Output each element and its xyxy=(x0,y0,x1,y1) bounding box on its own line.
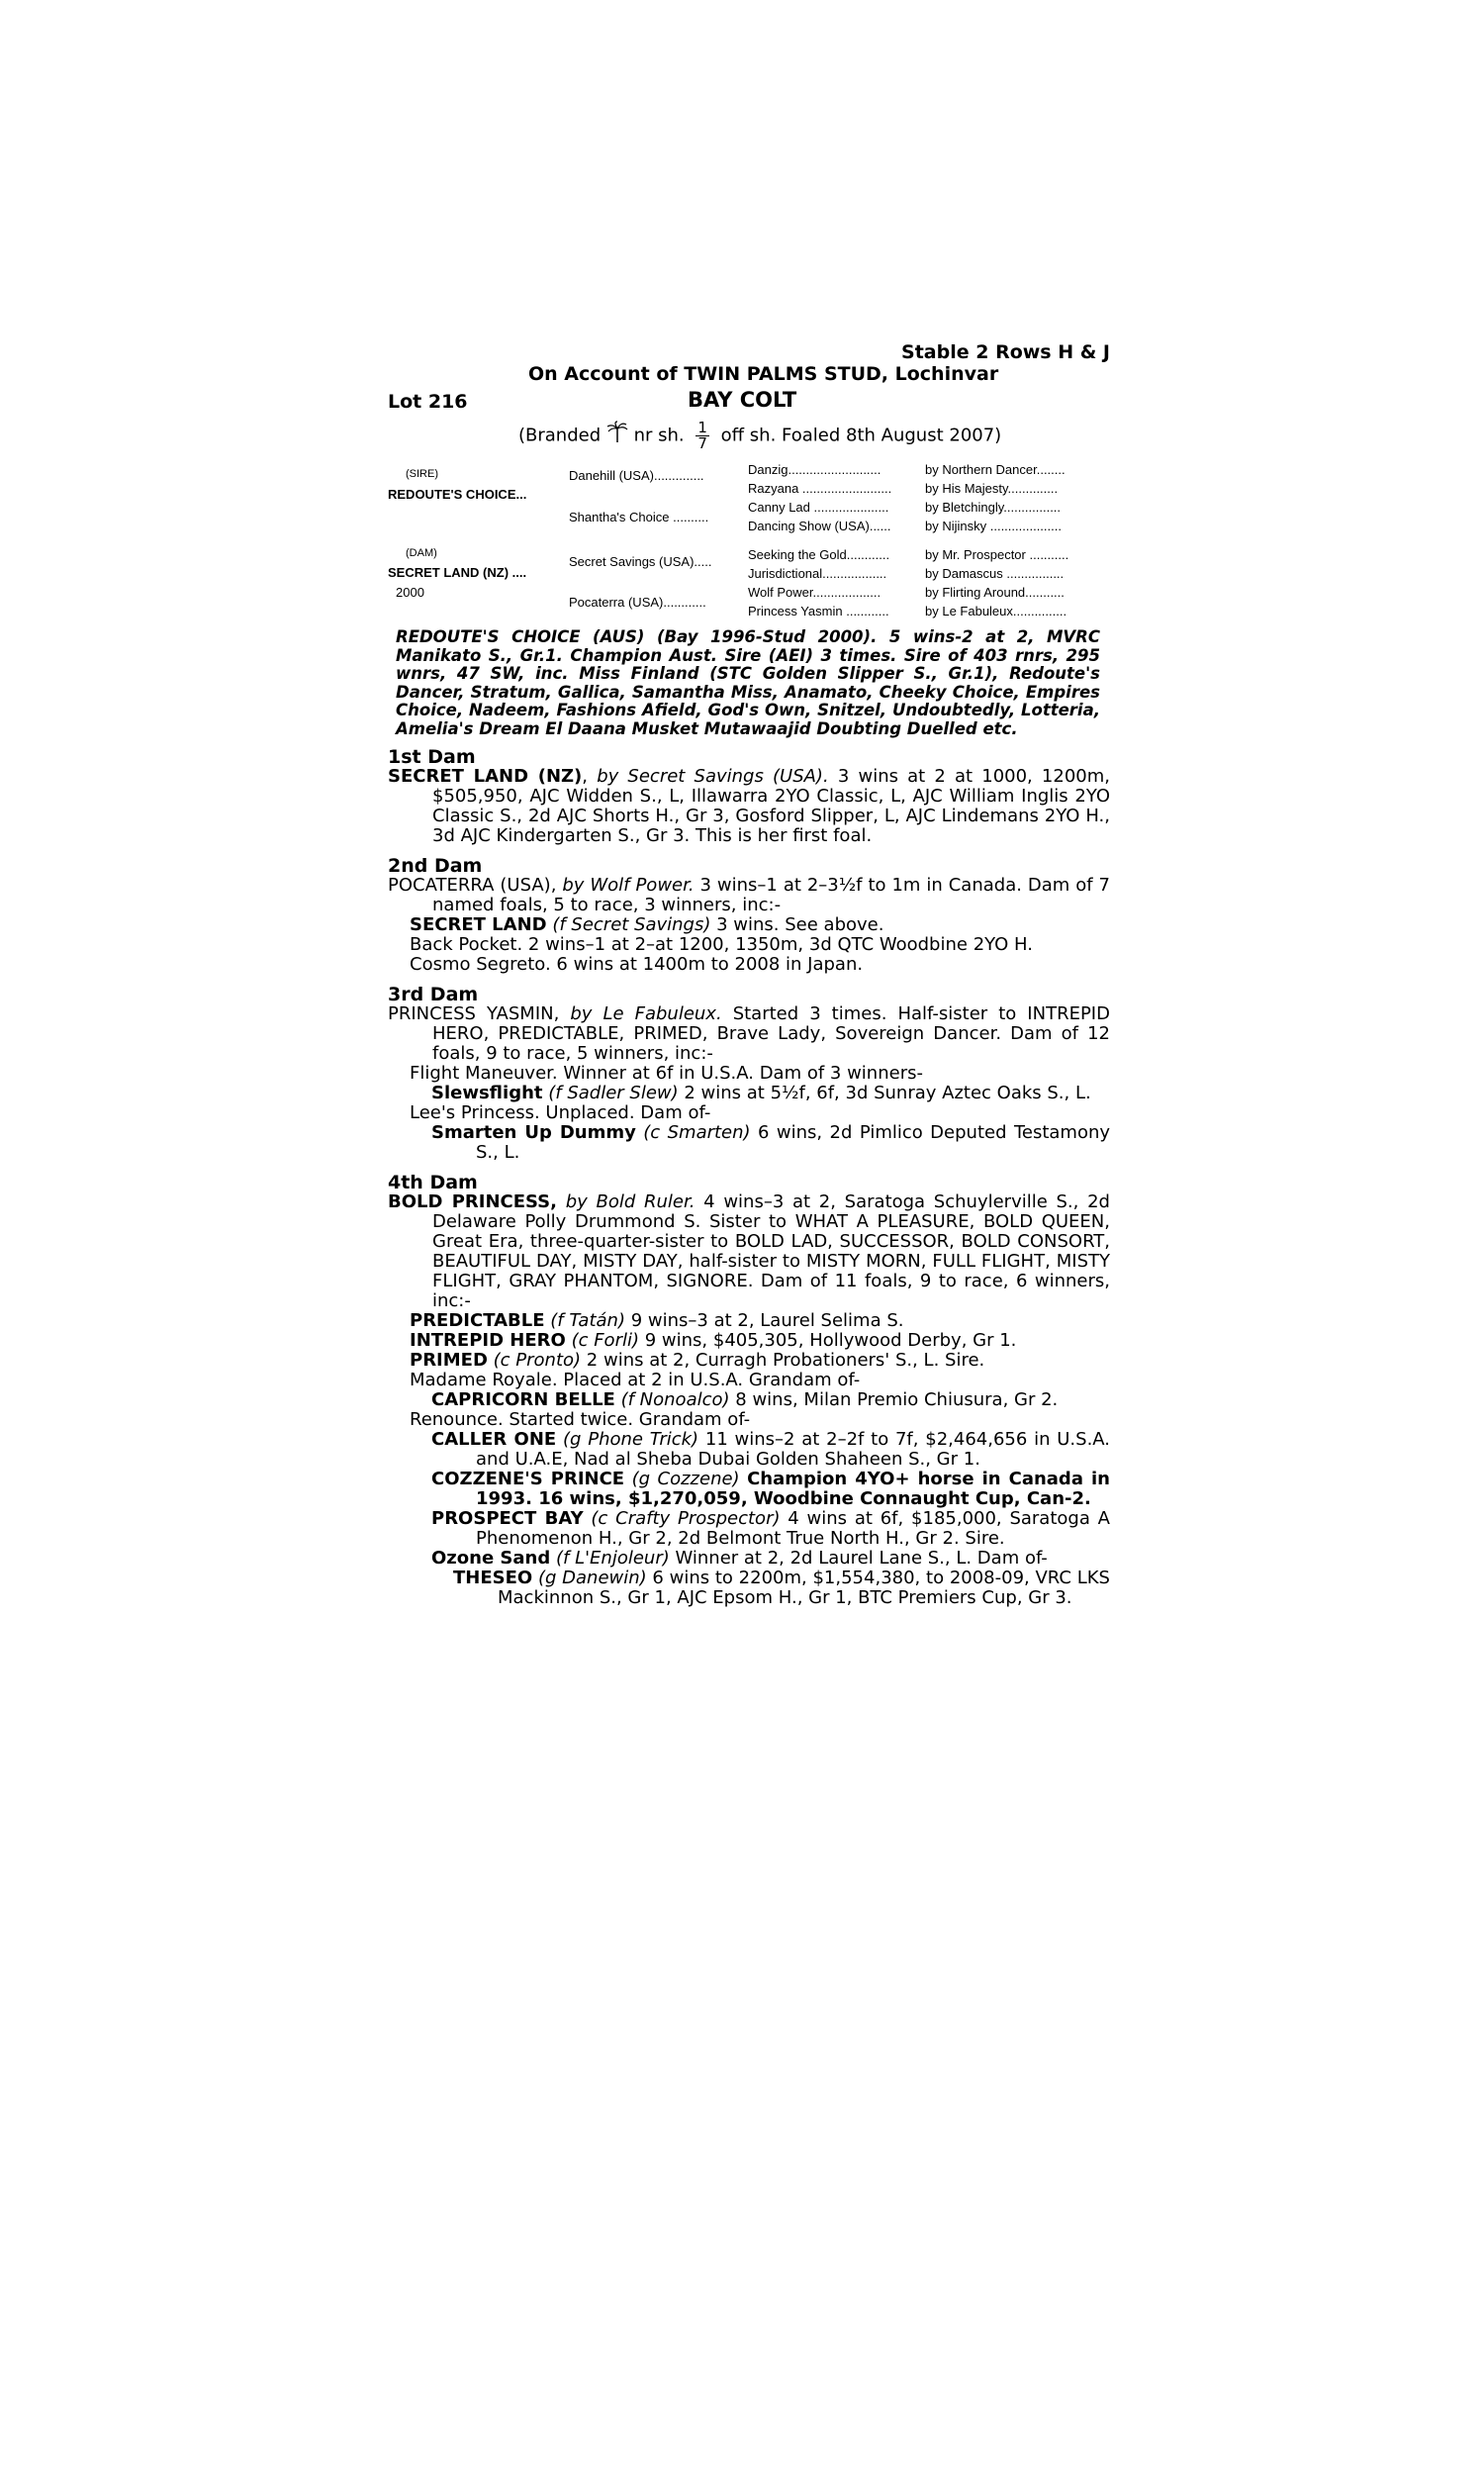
produce-entry: Lee's Princess. Unplaced. Dam of- xyxy=(410,1102,711,1123)
produce-record: 2 wins at 2, Curragh Probationers' S., L. Sire. xyxy=(586,1350,985,1371)
produce-sire: (f Tatán) xyxy=(550,1310,625,1331)
third-dam-sire: by Le Fabuleux. xyxy=(570,1003,722,1024)
pedigree-gen3: by His Majesty.............. xyxy=(925,481,1059,496)
produce-record: 6 wins to 2200m, $1,554,380, to 2008-09, VRC LKS Mackinnon S., Gr 1, AJC Epsom H., Gr 1, BTC Premiers Cup, Gr 3. xyxy=(498,1568,1110,1608)
fourth-dam-sire: by Bold Ruler. xyxy=(565,1191,696,1212)
third-dam-name: PRINCESS YASMIN, xyxy=(388,1003,560,1024)
produce-entry: Renounce. Started twice. Grandam of- xyxy=(410,1409,751,1430)
pedigree-gen2: Jurisdictional.................. xyxy=(748,566,887,581)
grand-produce-entry xyxy=(388,1509,1110,1549)
produce-name: PREDICTABLE xyxy=(410,1310,545,1331)
produce-record: 9 wins, $405,305, Hollywood Derby, Gr 1. xyxy=(644,1330,1017,1351)
sire-name: REDOUTE'S CHOICE... xyxy=(388,487,527,502)
pedigree-gen3: by Bletchingly................ xyxy=(925,500,1062,515)
great-grand-produce-entry xyxy=(388,1569,1110,1608)
palm-tree-icon xyxy=(606,421,628,442)
produce-name: INTREPID HERO xyxy=(410,1330,566,1351)
grand-produce-entry xyxy=(388,1430,1110,1470)
fourth-dam-record: 4 wins–3 at 2, Saratoga Schuylerville S., 2d Delaware Polly Drummond S. Sister to WHAT A PLEASURE, BOLD QUEEN, Great Era, three-quarter-sister to BOLD LAD, SUCCESSOR, BOLD CONSORT, BEAUTIFUL DAY, MISTY DAY, half-sister to MISTY MORN, FULL FLIGHT, MISTY FLIGHT, GRAY PHANTOM, SIGNORE. Dam of 11 foals, 9 to race, 6 winners, inc:- xyxy=(432,1191,1110,1311)
fraction-numerator: 1 xyxy=(697,419,707,436)
pedigree-gen2: Seeking the Gold............ xyxy=(748,547,890,562)
brand-line xyxy=(518,421,1001,451)
pedigree-gen2: Wolf Power................... xyxy=(748,585,881,600)
produce-entry: Cosmo Segreto. 6 wins at 1400m to 2008 in Japan. xyxy=(410,954,864,975)
produce-record: 2 wins at 5½f, 6f, 3d Sunray Aztec Oaks S., L. xyxy=(684,1083,1091,1103)
pedigree-gen2: Princess Yasmin ............ xyxy=(748,604,889,618)
pedigree-gen3: by Mr. Prospector ........... xyxy=(925,547,1069,562)
second-dam-entry xyxy=(388,876,1110,915)
produce-record: 6 wins, 2d Pimlico Deputed Testamony S., L. xyxy=(476,1122,1111,1163)
fourth-dam-section xyxy=(388,1173,1110,1608)
produce-name: PRIMED xyxy=(410,1350,488,1371)
first-dam-section xyxy=(388,747,1110,846)
fraction-denominator: 7 xyxy=(697,434,707,452)
pedigree-gen2: Razyana ......................... xyxy=(748,481,892,496)
dam-year: 2000 xyxy=(396,585,424,600)
second-dam-sire: by Wolf Power. xyxy=(562,875,695,896)
produce-name: Smarten Up Dummy xyxy=(431,1122,636,1143)
horse-title: BAY COLT xyxy=(688,388,797,412)
fourth-dam-entry xyxy=(388,1192,1110,1311)
first-dam-entry: SECRET LAND (NZ), by Secret Savings (USA). 3 wins at 2 at 1000, 1200m, $505,950, AJC Widden S., L, Illawarra 2YO Classic, L, AJC William Inglis 2YO Classic S., 2d AJC Shorts H., Gr 3, Gosford Slipper, L, AJC Lindemans 2YO H., 3d AJC Kindergarten S., Gr 3. This is her first foal. xyxy=(388,766,1110,846)
produce-name: COZZENE'S PRINCE xyxy=(431,1469,625,1489)
produce-name: Ozone Sand xyxy=(431,1548,551,1569)
produce-entry xyxy=(388,1311,1110,1331)
brand-fraction xyxy=(696,421,709,451)
third-dam-section xyxy=(388,985,1110,1163)
produce-entry: Madame Royale. Placed at 2 in U.S.A. Grandam of- xyxy=(410,1370,861,1390)
produce-entry xyxy=(388,915,1110,935)
pedigree-gen2: Canny Lad ..................... xyxy=(748,500,889,515)
vendor-account: On Account of TWIN PALMS STUD, Lochinvar xyxy=(528,363,999,385)
stable-location: Stable 2 Rows H & J xyxy=(901,341,1110,363)
brand-suffix: off sh. Foaled 8th August 2007) xyxy=(720,425,1002,446)
pedigree-gen1: Danehill (USA).............. xyxy=(569,468,704,483)
produce-sire: (c Crafty Prospector) xyxy=(591,1508,781,1529)
third-dam-record: Started 3 times. Half-sister to INTREPID HERO, PREDICTABLE, PRIMED, Brave Lady, Sovereign Dancer. Dam of 12 foals, 9 to race, 5 winners, inc:- xyxy=(432,1003,1110,1064)
second-dam-section xyxy=(388,856,1110,975)
grand-produce-entry xyxy=(388,1390,1110,1410)
second-dam-heading: 2nd Dam xyxy=(388,855,483,877)
pedigree-gen1: Shantha's Choice .......... xyxy=(569,510,709,524)
grand-produce-entry xyxy=(388,1123,1110,1163)
produce-record: 4 wins at 6f, $185,000, Saratoga A Phenomenon H., Gr 2, 2d Belmont True North H., Gr 2. Sire. xyxy=(476,1508,1110,1549)
fourth-dam-heading: 4th Dam xyxy=(388,1172,478,1193)
produce-name: SECRET LAND xyxy=(410,914,547,935)
grand-produce-entry xyxy=(388,1084,1110,1103)
produce-sire: (g Phone Trick) xyxy=(563,1429,699,1450)
pedigree-gen3: by Nijinsky .................... xyxy=(925,519,1062,533)
grand-produce-entry xyxy=(388,1470,1110,1509)
sire-summary: REDOUTE'S CHOICE (AUS) (Bay 1996-Stud 2000). 5 wins-2 at 2, MVRC Manikato S., Gr.1. Champion Aust. Sire (AEI) 3 times. Sire of 403 rnrs, 295 wnrs, 47 SW, inc. Miss Finland (STC Golden Slipper S., Gr.1), Redoute's Dancer, Stratum, Gallica, Samantha Miss, Anamato, Cheeky Choice, Empires Choice, Nadeem, Fashions Afield, God's Own, Snitzel, Undoubtedly, Lotteria, Amelia's Dream El Daana Musket Mutawaajid Doubting Duelled etc. xyxy=(396,627,1100,738)
produce-record: 11 wins–2 at 2–2f to 7f, $2,464,656 in U.S.A. and U.A.E, Nad al Sheba Dubai Golden Shaheen S., Gr 1. xyxy=(476,1429,1111,1470)
produce-sire: (f Secret Savings) xyxy=(552,914,711,935)
pedigree-gen2: Danzig.......................... xyxy=(748,462,881,477)
produce-sire: (f Sadler Slew) xyxy=(548,1083,679,1103)
produce-sire: (f L'Enjoleur) xyxy=(555,1548,670,1569)
produce-name: Slewsflight xyxy=(431,1083,543,1103)
produce-entry xyxy=(388,1331,1110,1351)
pedigree-gen1: Pocaterra (USA)............ xyxy=(569,595,706,610)
produce-sire: (c Smarten) xyxy=(643,1122,751,1143)
produce-name: PROSPECT BAY xyxy=(431,1508,584,1529)
brand-middle: nr sh. xyxy=(633,425,685,446)
pedigree-gen3: by Damascus ................ xyxy=(925,566,1065,581)
lot-number: Lot 216 xyxy=(388,391,468,413)
fourth-dam-name: BOLD PRINCESS, xyxy=(388,1191,557,1212)
produce-entry: Flight Maneuver. Winner at 6f in U.S.A. Dam of 3 winners- xyxy=(410,1063,923,1084)
produce-name: THESEO xyxy=(453,1568,533,1588)
first-dam-sire: by Secret Savings (USA). xyxy=(597,766,829,787)
produce-sire: (f Nonoalco) xyxy=(620,1389,730,1410)
pedigree-gen3: by Le Fabuleux............... xyxy=(925,604,1067,618)
pedigree-gen1: Secret Savings (USA)..... xyxy=(569,554,712,569)
brand-prefix: (Branded xyxy=(518,425,602,446)
second-dam-record: 3 wins–1 at 2–3½f to 1m in Canada. Dam of 7 named foals, 5 to race, 3 winners, inc:- xyxy=(432,875,1110,915)
first-dam-heading: 1st Dam xyxy=(388,746,476,768)
sire-label: (SIRE) xyxy=(406,468,438,480)
produce-record: Winner at 2, 2d Laurel Lane S., L. Dam of- xyxy=(675,1548,1048,1569)
third-dam-entry xyxy=(388,1004,1110,1064)
second-dam-name: POCATERRA (USA), xyxy=(388,875,557,896)
third-dam-heading: 3rd Dam xyxy=(388,984,479,1005)
produce-name: CAPRICORN BELLE xyxy=(431,1389,615,1410)
produce-name: CALLER ONE xyxy=(431,1429,557,1450)
produce-sire: (g Cozzene) xyxy=(631,1469,740,1489)
dam-label: (DAM) xyxy=(406,547,437,559)
first-dam-name: SECRET LAND (NZ) xyxy=(388,766,583,787)
produce-record: 8 wins, Milan Premio Chiusura, Gr 2. xyxy=(735,1389,1059,1410)
produce-record: 9 wins–3 at 2, Laurel Selima S. xyxy=(630,1310,904,1331)
produce-entry xyxy=(388,1351,1110,1371)
produce-record: 3 wins. See above. xyxy=(716,914,884,935)
first-dam-record: 3 wins at 2 at 1000, 1200m, $505,950, AJC Widden S., L, Illawarra 2YO Classic, L, AJC William Inglis 2YO Classic S., 2d AJC Shorts H., Gr 3, Gosford Slipper, L, AJC Lindemans 2YO H., 3d AJC Kindergarten S., Gr 3. This is her first foal. xyxy=(432,766,1110,846)
produce-sire: (g Danewin) xyxy=(537,1568,647,1588)
dam-name: SECRET LAND (NZ) .... xyxy=(388,565,527,580)
produce-sire: (c Pronto) xyxy=(493,1350,582,1371)
produce-sire: (c Forli) xyxy=(571,1330,639,1351)
produce-entry: Back Pocket. 2 wins–1 at 2–at 1200, 1350m, 3d QTC Woodbine 2YO H. xyxy=(410,934,1033,955)
pedigree-gen2: Dancing Show (USA)...... xyxy=(748,519,891,533)
produce-record: Champion 4YO+ horse in Canada in 1993. 16 wins, $1,270,059, Woodbine Connaught Cup, Can-2. xyxy=(476,1469,1110,1509)
pedigree-gen3: by Northern Dancer........ xyxy=(925,462,1066,477)
pedigree-gen3: by Flirting Around........... xyxy=(925,585,1065,600)
grand-produce-entry xyxy=(388,1549,1110,1569)
